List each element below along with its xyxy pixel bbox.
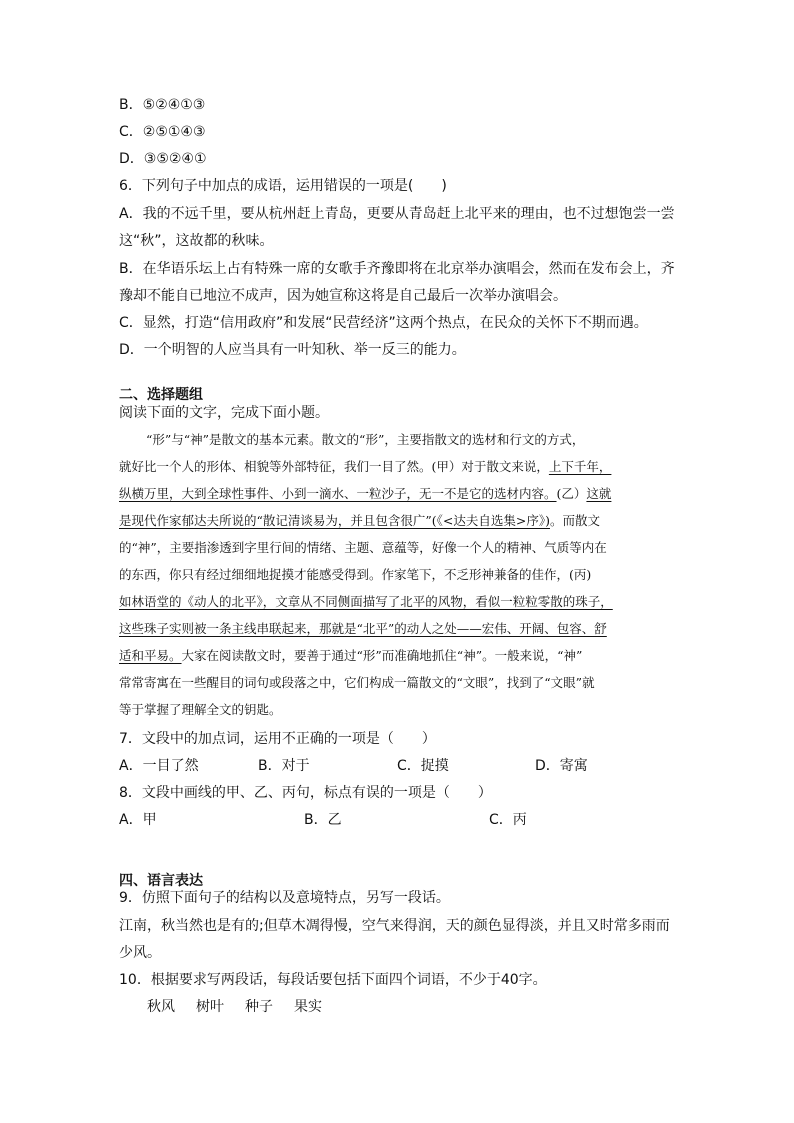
q8-option-a[interactable]: A．甲 <box>119 812 157 828</box>
q9-example-line-2: 少风。 <box>119 945 161 961</box>
q8-option-b[interactable]: B．乙 <box>304 812 342 828</box>
q7-option-b[interactable]: B．对于 <box>258 758 310 774</box>
passage-line-2 <box>119 457 611 477</box>
passage-text: 。而散文 <box>549 513 600 528</box>
q9-example-line-1: 江南，秋当然也是有的;但草木凋得慢，空气来得润，天的颜色显得淡，并且又时常多雨而 <box>119 918 670 934</box>
section-heading-4: 四、语言表达 <box>119 873 203 889</box>
underlined-sentence-jia-cont: 纵横万里，大到全球性事件、小到一滴水、一粒沙子，无一不是它的选材内容。 <box>119 486 557 501</box>
q6-option-c[interactable]: C．显然，打造“信用政府”和发展“民营经济”这两个热点，在民众的关怀下不期而遇。 <box>119 315 648 331</box>
underlined-sentence-jia: 上下千年， <box>548 459 612 474</box>
passage-line-1: “形”与“神”是散文的基本元素。散文的“形”，主要指散文的选材和行文的方式， <box>146 432 585 447</box>
q10-word: 树叶 <box>196 999 224 1015</box>
passage-text: 就好比一个人的形体、相貌等外部特征，我们一目了然。(甲）对于散文来说， <box>119 459 549 474</box>
passage-text: 大家在阅读散文时，要善于通过“形”而准确地抓住“神”。一般来说，“神” <box>181 648 583 663</box>
passage-line-5: 的“神”，主要指渗透到字里行间的情绪、主题、意蕴等，好像一个人的精神、气质等内在 <box>119 540 607 555</box>
q10-stem: 10．根据要求写两段话，每段话要包括下面四个词语，不少于40字。 <box>119 972 547 988</box>
passage-line-6: 的东西，你只有经过细细地捉摸才能感受得到。作家笔下，不乏形神兼备的佳作，(丙) <box>119 567 592 582</box>
q6-option-b-cont: 豫却不能自已地泣不成声，因为她宣称这将是自己最后一次举办演唱会。 <box>119 288 567 304</box>
q6-stem: 6．下列句子中加点的成语，运用错误的一项是( ) <box>119 178 447 194</box>
section-heading-2: 二、选择题组 <box>119 387 203 403</box>
underlined-sentence-bing-cont: 这些珠子实则被一条主线串联起来，那就是“北平”的动人之处——宏伟、开阔、包容、舒 <box>119 621 607 636</box>
q10-word: 秋风 <box>147 999 175 1015</box>
passage-text: (乙） <box>556 486 587 501</box>
passage-line-11: 等于掌握了理解全文的钥匙。 <box>119 702 282 717</box>
passage-line-4 <box>119 511 600 531</box>
q10-word: 种子 <box>245 999 273 1015</box>
underlined-sentence-yi-cont: 是现代作家郁达夫所说的“散记清谈易为，并且包含很广”(《<达夫自选集>序》) <box>119 513 550 528</box>
q9-stem: 9．仿照下面句子的结构以及意境特点，另写一段话。 <box>119 890 450 906</box>
q8-stem: 8．文段中画线的甲、乙、丙句，标点有误的一项是（ ） <box>119 785 492 801</box>
q5-option-d[interactable]: D．③⑤②④① <box>119 151 207 167</box>
q7-option-c[interactable]: C．捉摸 <box>397 758 449 774</box>
section2-intro: 阅读下面的文字，完成下面小题。 <box>119 405 329 421</box>
q8-option-c[interactable]: C．丙 <box>489 812 527 828</box>
q6-option-a-cont: 这“秋”，这故都的秋味。 <box>119 233 274 249</box>
underlined-sentence-bing: 如林语堂的《动人的北平》，文章从不同侧面描写了北平的风物，看似一粒粒零散的珠子， <box>119 594 613 609</box>
q7-option-a[interactable]: A．一目了然 <box>119 758 199 774</box>
q7-option-d[interactable]: D．寄寓 <box>535 758 588 774</box>
underlined-sentence-yi: 这就 <box>586 486 612 501</box>
q10-word: 果实 <box>294 999 322 1015</box>
q5-option-c[interactable]: C．②⑤①④③ <box>119 124 206 140</box>
passage-line-10: 常常寄寓在一些醒目的词句或段落之中，它们构成一篇散文的“文眼”，找到了“文眼”就 <box>119 675 595 690</box>
q6-option-d[interactable]: D．一个明智的人应当具有一叶知秋、举一反三的能力。 <box>119 342 466 358</box>
passage-line-3 <box>119 484 611 504</box>
q6-option-a[interactable]: A．我的不远千里，要从杭州赶上青岛，更要从青岛赶上北平来的理由，也不过想饱尝一尝 <box>119 206 675 222</box>
q6-option-b[interactable]: B．在华语乐坛上占有特殊一席的女歌手齐豫即将在北京举办演唱会，然而在发布会上，齐 <box>119 261 675 277</box>
q5-option-b[interactable]: B．⑤②④①③ <box>119 97 206 113</box>
q7-stem: 7．文段中的加点词，运用不正确的一项是（ ） <box>119 731 436 747</box>
underlined-sentence-bing-end: 适和平易。 <box>119 648 182 663</box>
passage-line-9 <box>119 646 582 666</box>
